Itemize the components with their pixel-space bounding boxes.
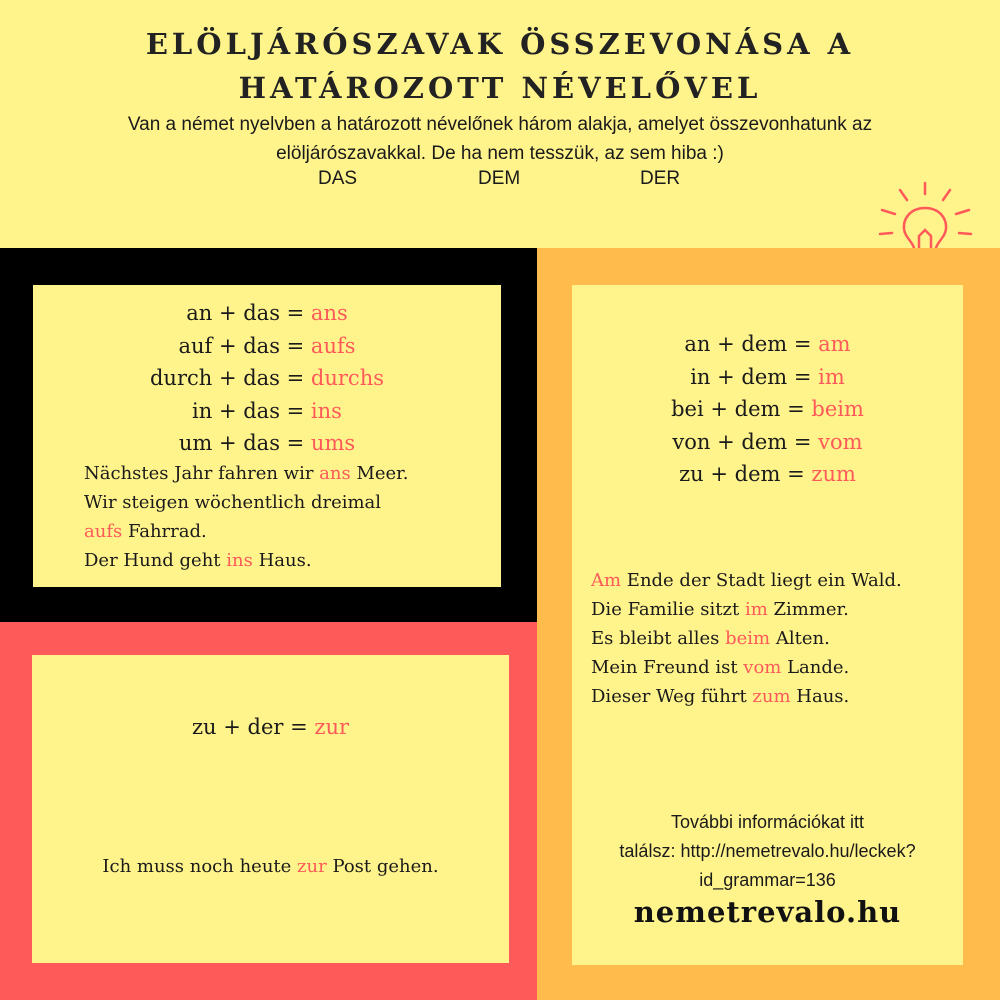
formula-beim: bei + dem = beim [671,397,864,421]
info-link[interactable]: találsz: http://nemetrevalo.hu/leckek? [619,841,916,861]
contraction: aufs [310,333,356,358]
article-dem: DEM [478,168,521,189]
example-sentence: Es bleibt alles beim Alten. [591,628,830,649]
example-sentence: Mein Freund ist vom Lande. [591,657,850,678]
formula-ins: in + das = ins [192,398,342,423]
contraction: ins [310,398,342,423]
contraction: zur [314,715,350,739]
contraction: vom [818,429,863,454]
example-sentence: Am Ende der Stadt liegt ein Wald. [591,570,902,591]
das-card [33,285,501,587]
formula-im: in + dem = im [690,364,845,389]
contraction: im [818,364,845,389]
page-title [0,22,1000,110]
example-sentence: Ich muss noch heute zur Post gehen. [102,856,439,877]
dem-formulas [572,328,963,491]
intro-line-2: elöljárószavakkal. De ha nem tesszük, az sem hiba :) [276,143,724,164]
formula-am: an + dem = am [684,332,851,356]
bulb-ray [880,233,892,234]
formula-durchs: durch + das = durchs [149,366,384,390]
bulb-ray [882,210,895,214]
formula-ans: an + das = ans [186,301,348,325]
intro-line-1: Van a német nyelvben a határozott névelőnek három alakja, amelyet összevonhatunk az [127,114,873,135]
formula-zum: zu + dem = zum [679,462,856,486]
bulb-ray [900,190,907,200]
der-card [32,655,509,963]
contraction: ums [310,431,356,455]
das-formulas [33,297,501,460]
contraction: durchs [310,366,384,390]
contraction: beim [811,397,864,421]
example-sentence: aufs Fahrrad. [84,521,207,542]
bulb-ray [943,190,950,200]
formula-vom: von + dem = vom [672,429,863,454]
example-sentence: Dieser Weg führt zum Haus. [591,686,850,707]
example-sentence: Der Hund geht ins Haus. [84,550,312,571]
contraction: am [818,332,851,356]
bulb-ray [959,233,971,234]
info-text: További információkat itt találsz: http://nemetrevalo.hu/leckek? id_grammar=136 [572,808,963,895]
dem-examples [591,566,961,711]
bulb-ray [956,210,969,214]
contraction: zum [811,462,856,486]
example-sentence: Die Familie sitzt im Zimmer. [591,599,849,620]
formula-zur: zu + der = zur [191,715,350,739]
formula-aufs: auf + das = aufs [178,333,356,358]
title-line-1: ELÖLJÁRÓSZAVAK ÖSSZEVONÁSA A [145,27,855,61]
contraction: ans [310,301,348,325]
intro-text [60,110,940,168]
title-line-2: HATÁROZOTT NÉVELŐVEL [238,71,762,105]
example-sentence: Nächstes Jahr fahren wir ans Meer. [84,463,409,484]
example-sentence: Wir steigen wöchentlich dreimal [84,492,382,513]
das-examples [84,459,494,575]
brand-name: nemetrevalo.hu [633,895,902,929]
article-das: DAS [318,168,358,189]
article-der: DER [640,168,681,189]
formula-ums: um + das = ums [178,431,356,455]
